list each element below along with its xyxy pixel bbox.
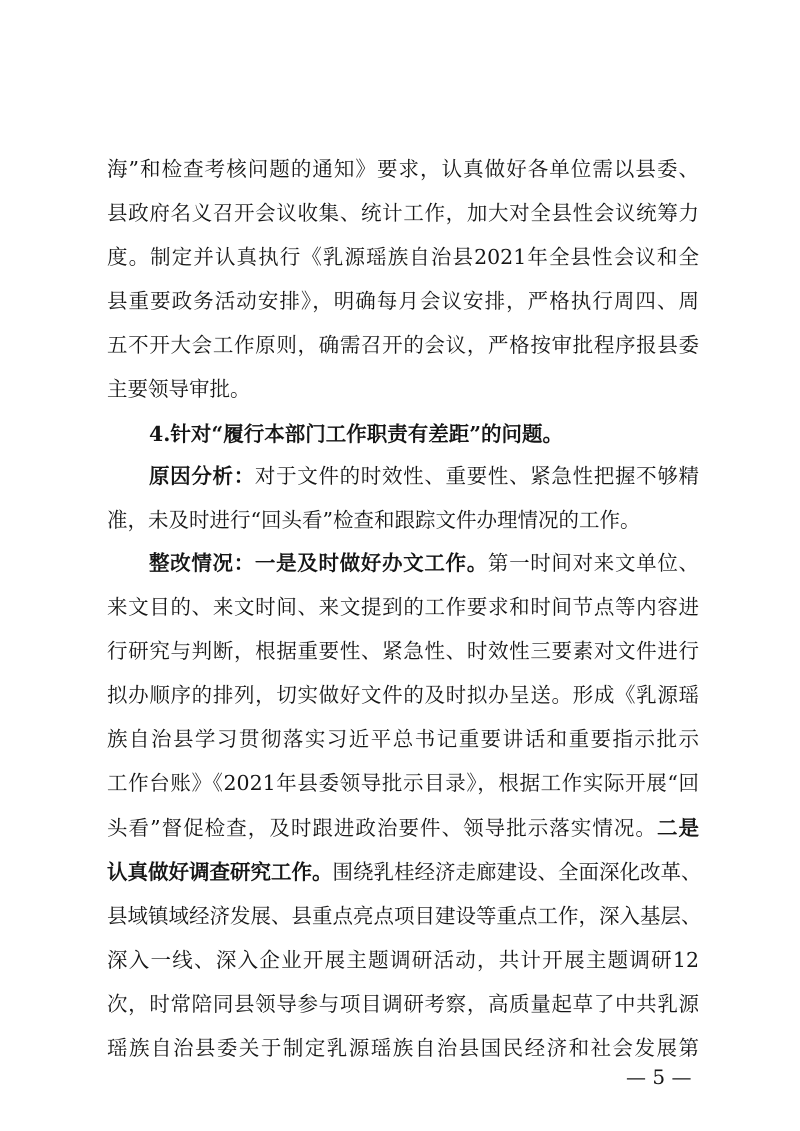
text-segment: 海”和检查考核问题的通知》要求，认真做好各单位需以县委、 bbox=[107, 157, 699, 181]
text-line bbox=[107, 1038, 699, 1059]
text-line bbox=[107, 904, 702, 928]
bold-text-segment: 4.针对“履行本部门工作职责有差距”的问题。 bbox=[149, 422, 563, 446]
text-line bbox=[107, 950, 699, 971]
text-segment: 次，时常陪同县领导参与项目调研考察，高质量起草了中共乳源 bbox=[107, 992, 699, 1016]
text-line bbox=[107, 994, 699, 1015]
text-line bbox=[107, 860, 702, 884]
text-segment: 县域镇域经济发展、县重点亮点项目建设等重点工作，深入基层、 bbox=[107, 904, 702, 928]
text-segment: 瑶族自治县委关于制定乳源瑶族自治县国民经济和社会发展第 bbox=[107, 1036, 699, 1060]
text-segment: 度。制定并认真执行《乳源瑶族自治县2021年全县性会议和全 bbox=[107, 245, 699, 269]
text-line bbox=[107, 685, 699, 706]
text-line bbox=[107, 729, 699, 750]
text-segment: 主要领导审批。 bbox=[107, 377, 251, 401]
text-segment: 工作台账》《2021年县委领导批示目录》，根据工作实际开展“回 bbox=[107, 771, 699, 795]
text-line bbox=[107, 291, 699, 312]
text-segment: 准，未及时进行“回头看”检查和跟踪文件办理情况的工作。 bbox=[107, 508, 641, 532]
text-line bbox=[107, 818, 699, 839]
bold-text-segment: 原因分析： bbox=[149, 464, 255, 488]
text-line bbox=[149, 424, 563, 445]
text-segment: 行研究与判断，根据重要性、紧急性、时效性三要素对文件进行 bbox=[107, 639, 699, 663]
text-line bbox=[107, 773, 699, 794]
bold-text-segment: 二是 bbox=[656, 816, 700, 840]
text-segment: 族自治县学习贯彻落实习近平总书记重要讲话和重要指示批示 bbox=[107, 727, 699, 751]
text-line bbox=[107, 379, 251, 400]
text-line bbox=[107, 247, 699, 268]
text-line bbox=[149, 553, 699, 574]
bold-text-segment: 整改情况：一是及时做好办文工作。 bbox=[149, 551, 488, 575]
text-segment: 来文目的、来文时间、来文提到的工作要求和时间节点等内容进 bbox=[107, 595, 699, 619]
bold-text-segment: 认真做好调查研究工作。 bbox=[107, 860, 333, 884]
text-segment: 围绕乳桂经济走廊建设、全面深化改革、 bbox=[332, 860, 702, 884]
text-line bbox=[107, 510, 640, 531]
text-line bbox=[107, 203, 699, 224]
text-segment: 深入一线、深入企业开展主题调研活动，共计开展主题调研12 bbox=[107, 948, 699, 972]
text-line bbox=[107, 597, 699, 618]
text-line bbox=[107, 641, 699, 662]
text-line bbox=[107, 335, 699, 356]
text-segment: 五不开大会工作原则，确需召开的会议，严格按审批程序报县委 bbox=[107, 333, 699, 357]
text-segment: 第一时间对来文单位、 bbox=[487, 551, 700, 575]
text-segment: 拟办顺序的排列，切实做好文件的及时拟办呈送。形成《乳源瑶 bbox=[107, 683, 699, 707]
text-segment: 头看”督促检查，及时跟进政治要件、领导批示落实情况。 bbox=[107, 816, 657, 840]
text-segment: 对于文件的时效性、重要性、紧急性把握不够精 bbox=[254, 464, 700, 488]
page-number: — 5 — bbox=[626, 1065, 692, 1089]
text-line bbox=[149, 466, 699, 487]
text-segment: 县重要政务活动安排》，明确每月会议安排，严格执行周四、周 bbox=[107, 289, 699, 313]
text-segment: 县政府名义召开会议收集、统计工作，加大对全县性会议统筹力 bbox=[107, 201, 699, 225]
text-line bbox=[107, 159, 699, 180]
